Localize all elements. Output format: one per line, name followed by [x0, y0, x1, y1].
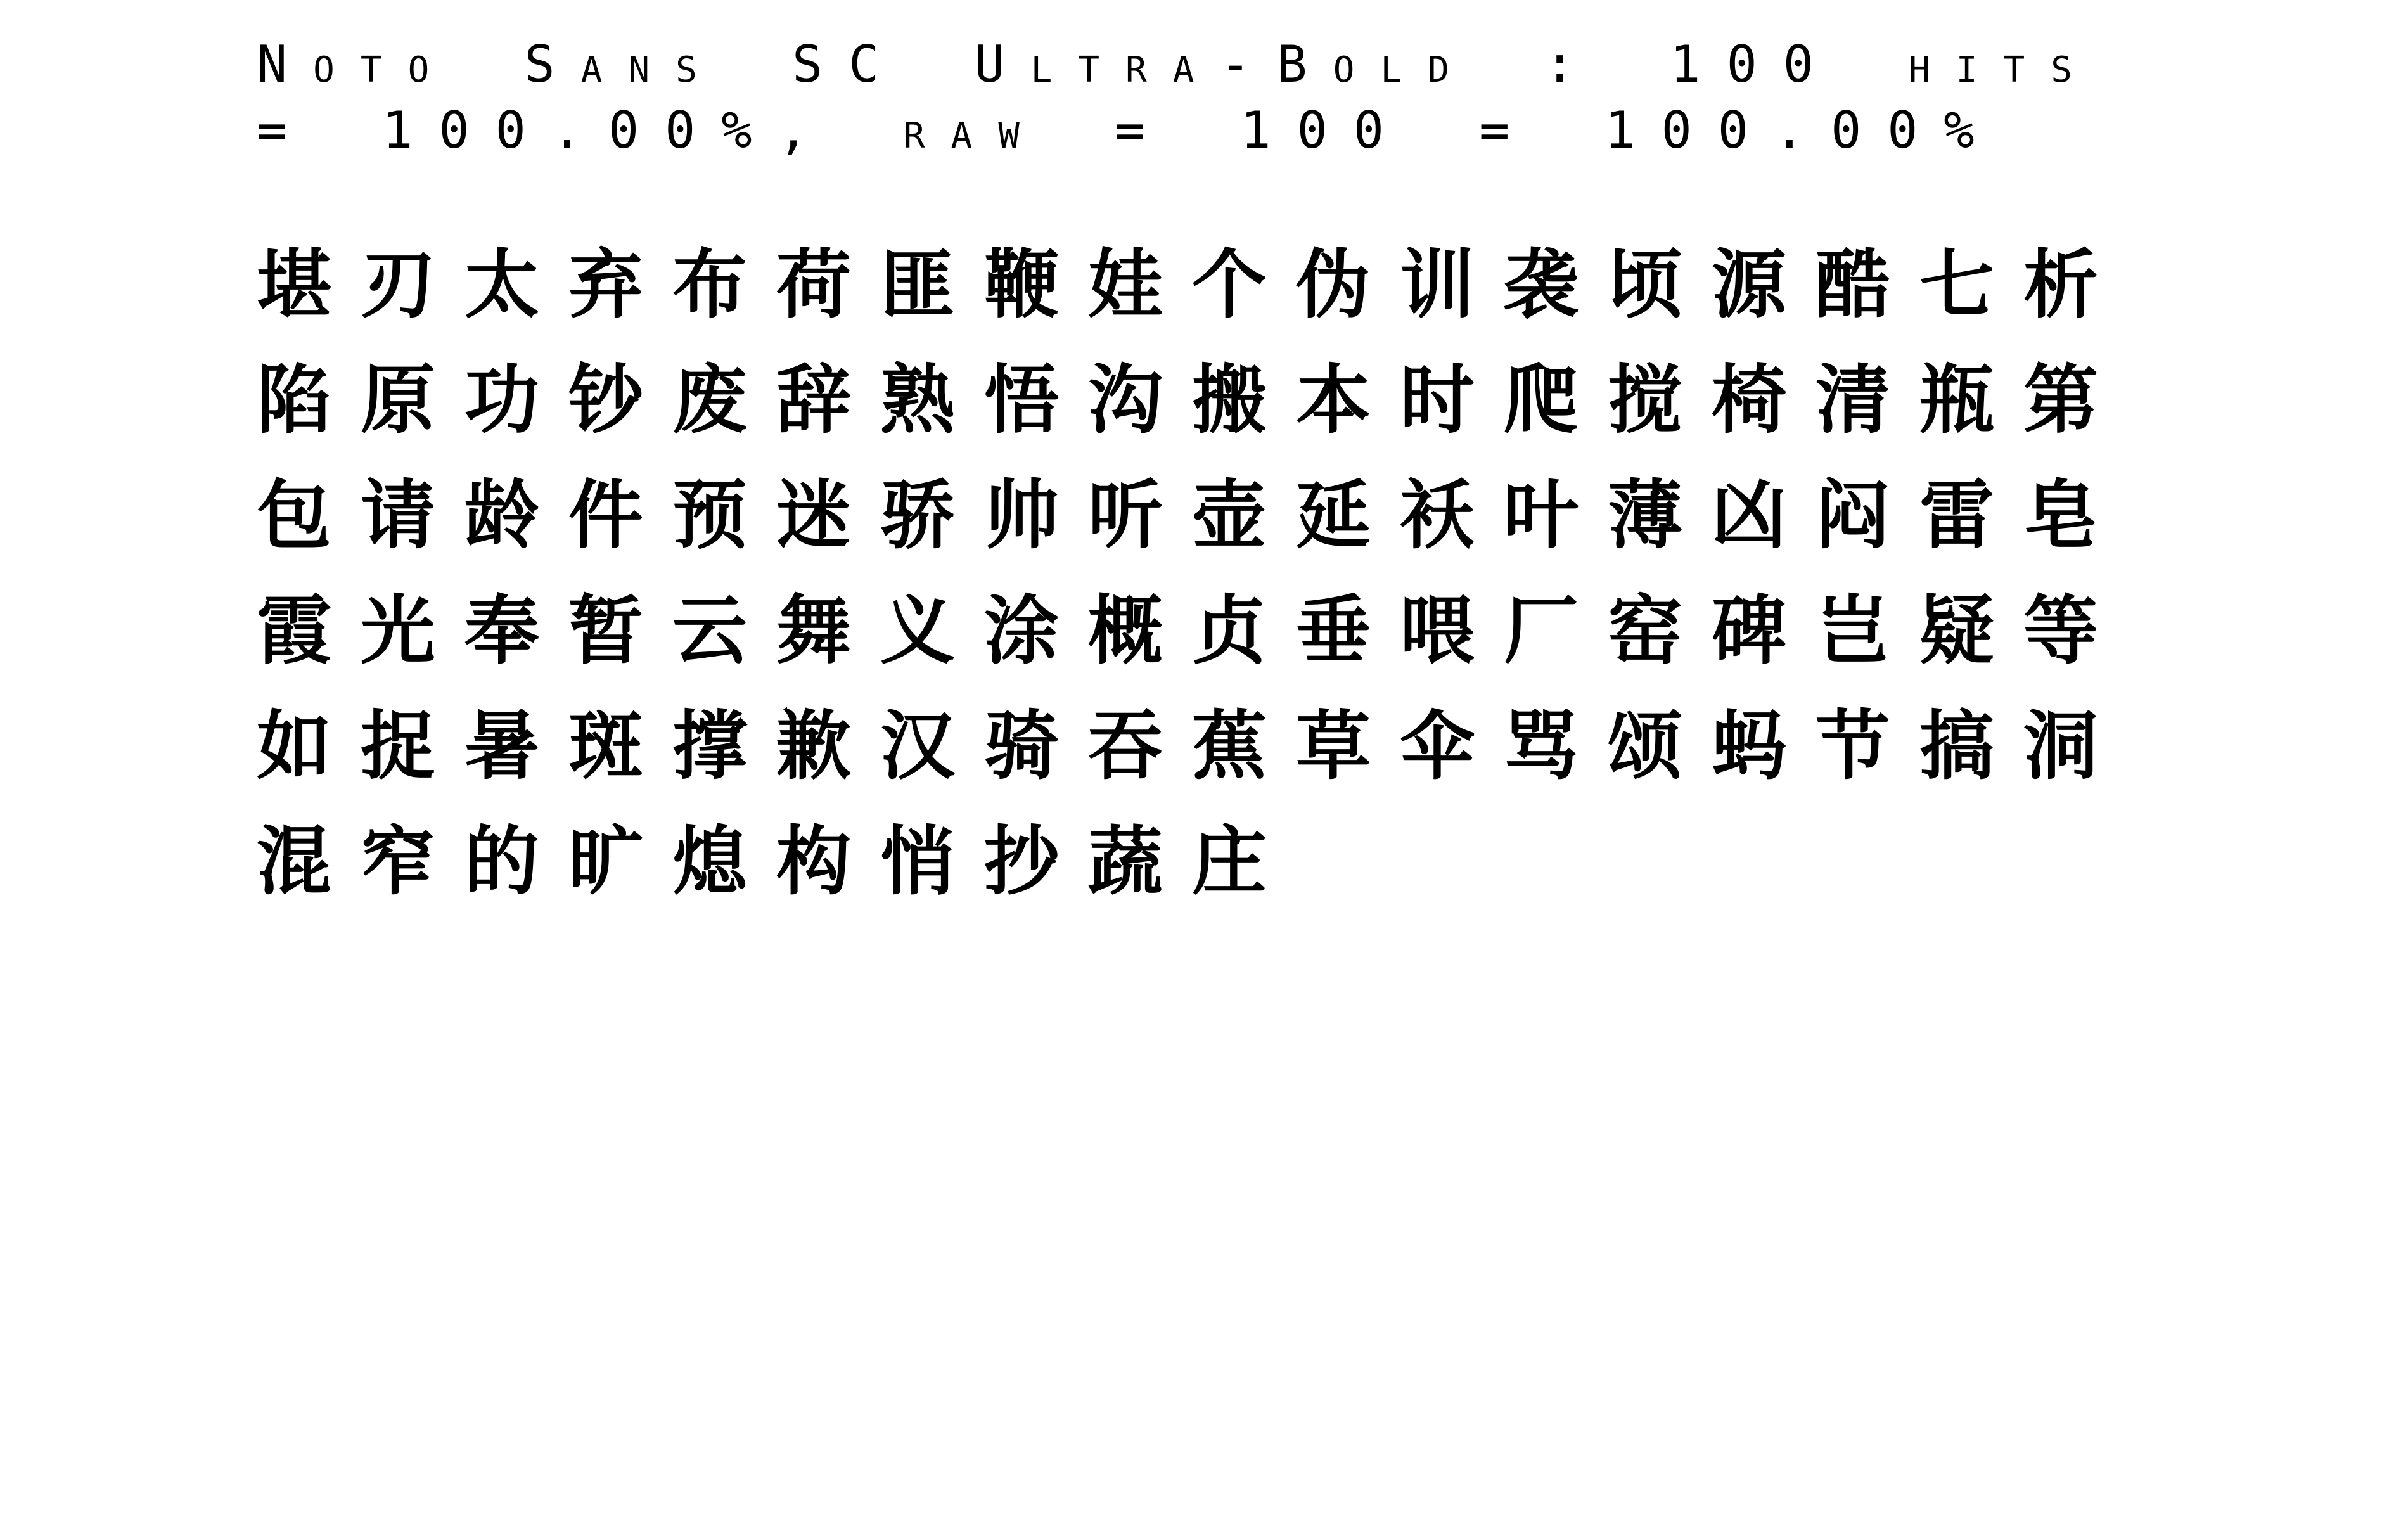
glyph-line: 如捉暑斑撑歉汉骑吞蕉草伞骂颂蚂节搞洞: [257, 702, 2128, 790]
glyph-line: 霞光奉暂云舞义涂概贞垂喂厂窑碑岂疑等: [257, 587, 2128, 674]
font-hit-summary-heading: Noto Sans SC Ultra-Bold : 100 hits = 100.00%, raw = 100 = 100.00%: [257, 35, 2098, 160]
font-sample-page: [257, 32, 2158, 919]
glyph-line: 混窄的旷熄构悄抄蔬庄: [257, 818, 1297, 905]
glyph-line: 包请龄件预迷骄帅听壶延袄叶薄凶闷雷皂: [257, 472, 2128, 559]
glyph-sample-block: [257, 227, 2158, 919]
glyph-line: 陷原功钞废辞熟悟沟搬本时爬搅椅清瓶第: [257, 356, 2128, 444]
glyph-line: 堪刃太弃布荷匪鞭娃个伪训袭顷源酷七析: [257, 241, 2128, 328]
